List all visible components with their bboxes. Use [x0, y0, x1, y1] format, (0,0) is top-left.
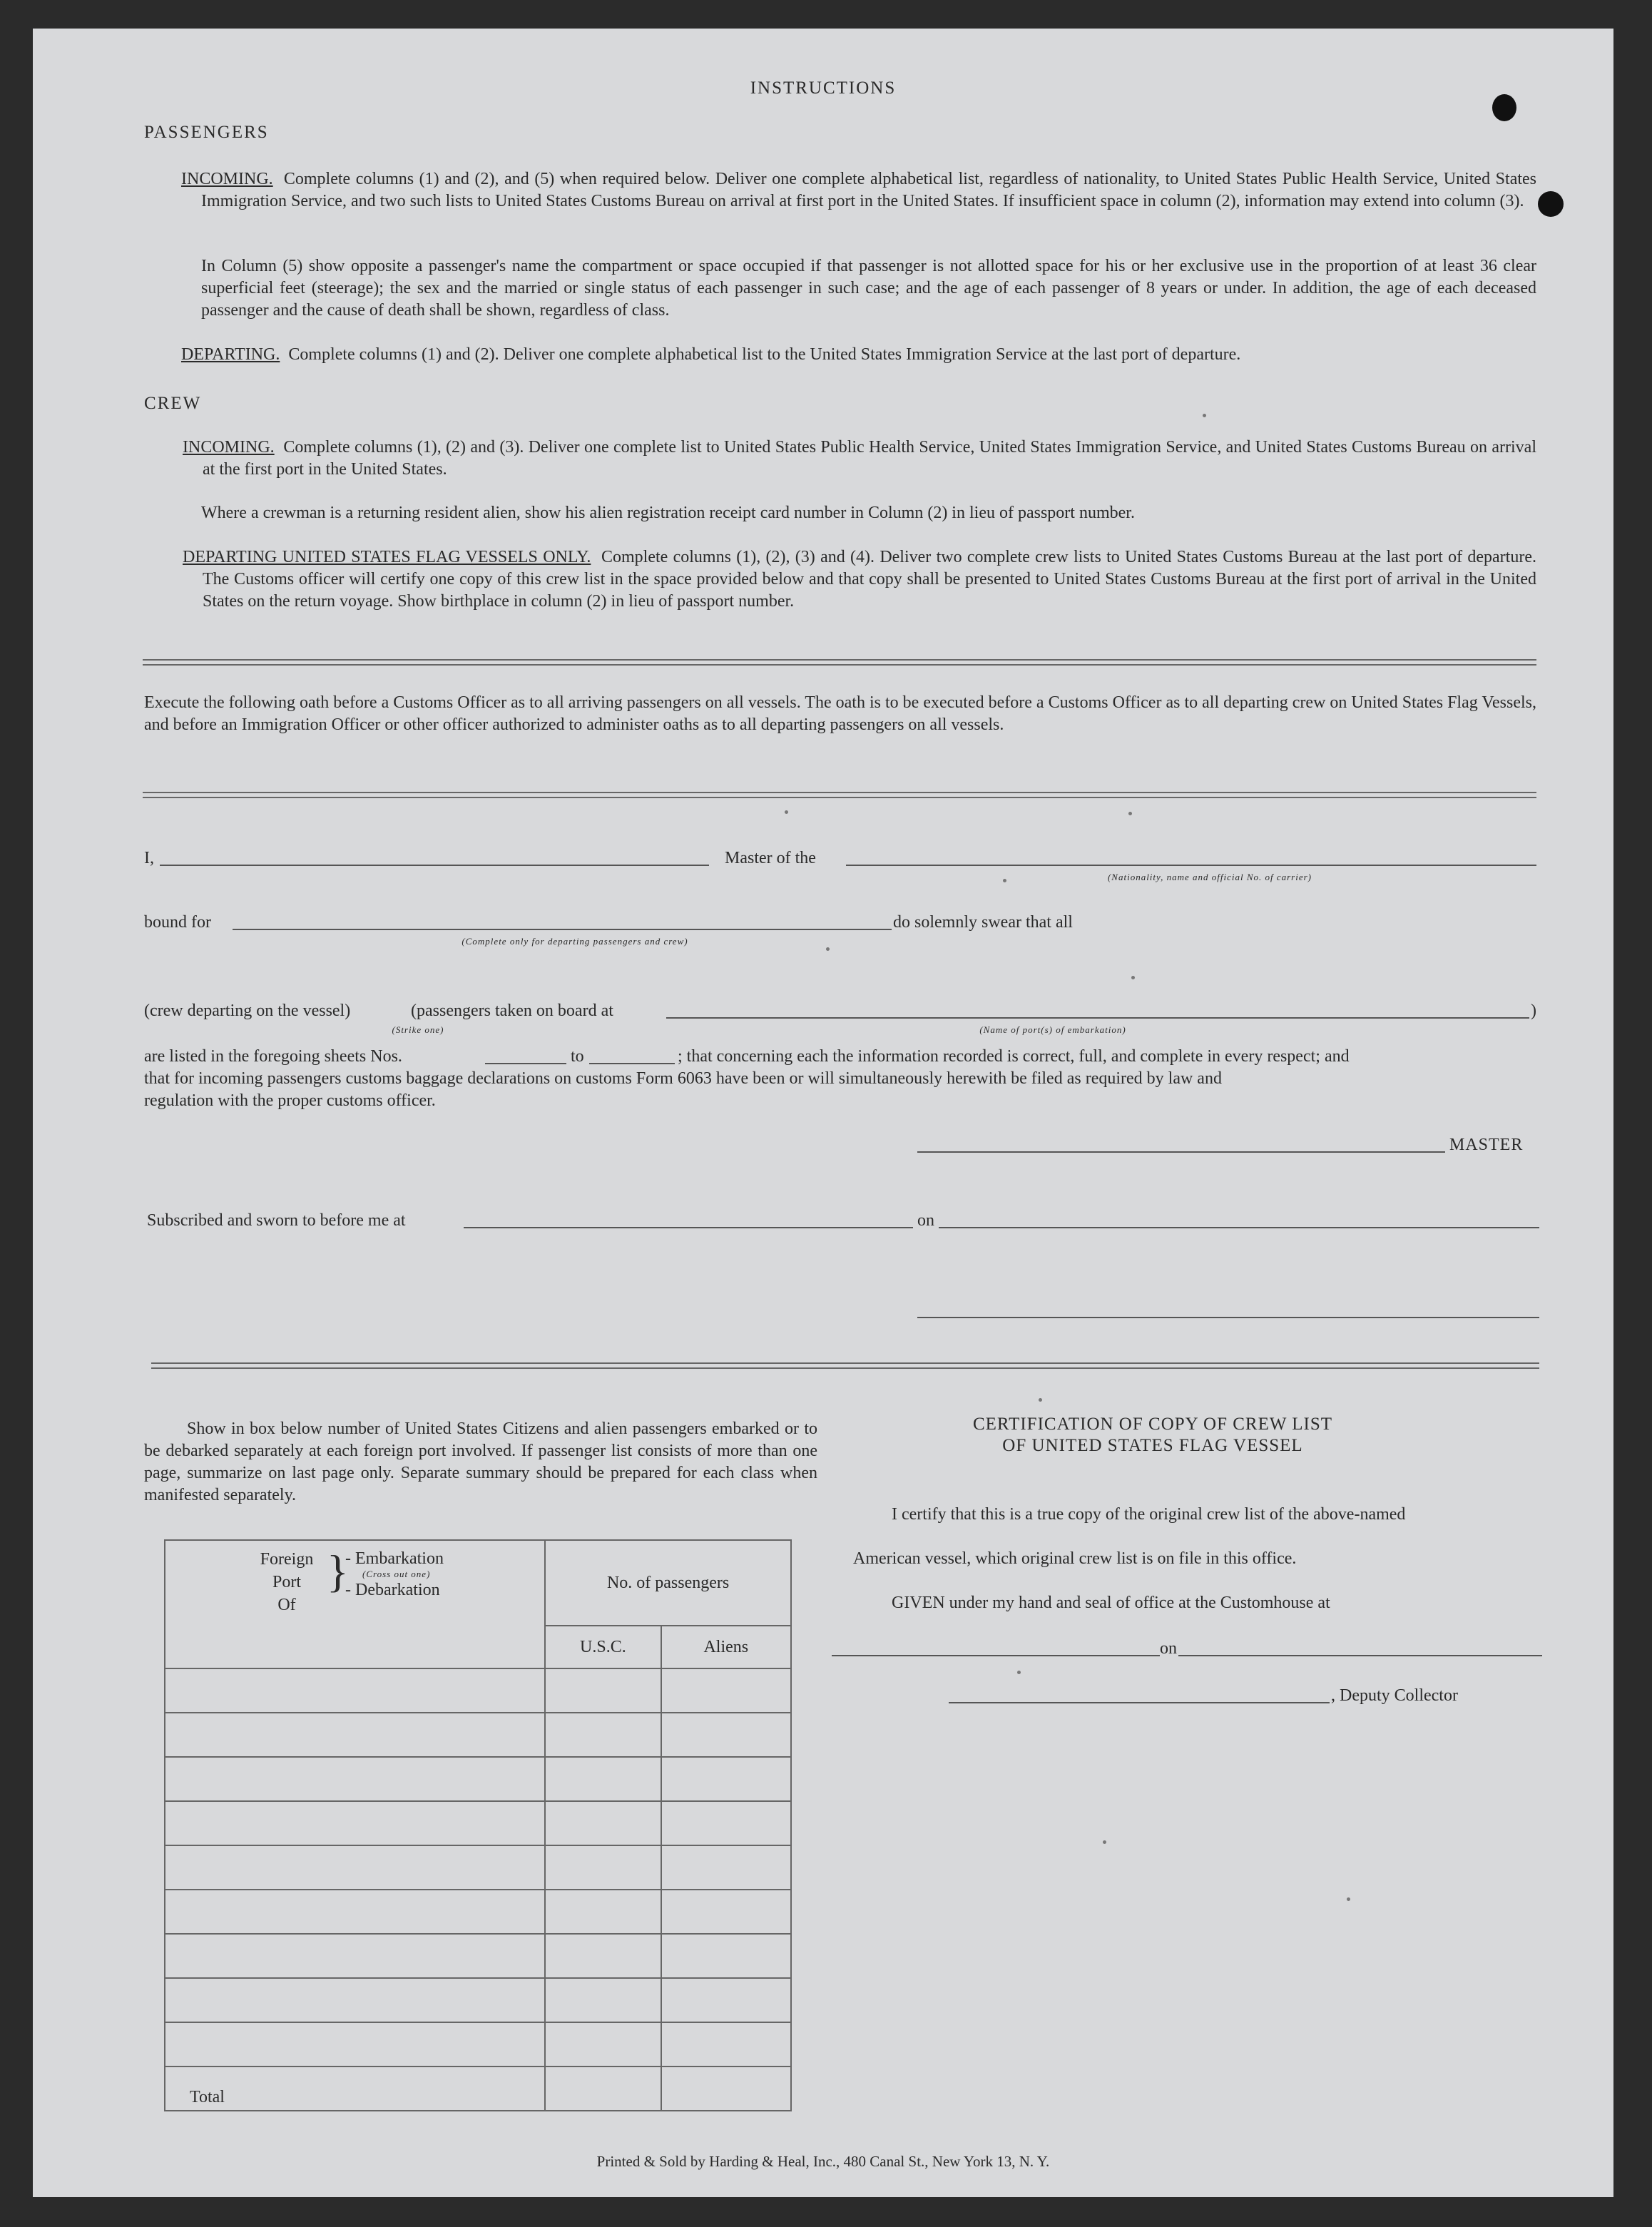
passenger-summary-table	[164, 1539, 792, 2111]
table-row	[165, 2022, 791, 2067]
strike-hint: (Strike one)	[392, 1024, 444, 1035]
table-row	[165, 1845, 791, 1890]
sworn-date-field[interactable]	[939, 1227, 1539, 1228]
crew-incoming-paragraph	[183, 437, 1536, 481]
foreign-label: Foreign	[260, 1550, 314, 1569]
printer-footer: Printed & Sold by Harding & Heal, Inc., 480 Canal St., New York 13, N. Y.	[596, 2153, 1050, 2170]
speck-mark	[1003, 879, 1006, 882]
usc-cell[interactable]	[545, 2022, 661, 2067]
binder-hole-mark	[1492, 94, 1516, 121]
aliens-cell[interactable]	[661, 1978, 791, 2022]
passengers-departing-text: Complete columns (1) and (2). Deliver one complete alphabetical list to the United States Immigration Service at the last port of departure.	[288, 345, 1241, 364]
to-label: to	[571, 1047, 584, 1066]
port-cell[interactable]	[165, 1757, 545, 1801]
port-cell[interactable]	[165, 2022, 545, 2067]
aliens-cell[interactable]	[661, 2022, 791, 2067]
speck-mark	[1347, 1897, 1350, 1901]
table-row	[165, 1978, 791, 2022]
table-row	[165, 1757, 791, 1801]
embarkation-option[interactable]: - Embarkation	[345, 1549, 444, 1568]
port-cell[interactable]	[165, 1890, 545, 1934]
total-row	[165, 2067, 791, 2111]
table-row	[165, 1801, 791, 1845]
foreign-port-header	[165, 1540, 545, 1668]
port-cell[interactable]	[165, 1801, 545, 1845]
aliens-cell[interactable]	[661, 1934, 791, 1978]
listed-rest-2: that for incoming passengers customs baggage declarations on customs Form 6063 have been or will simultaneously herewith be filed as required by law and	[144, 1069, 1222, 1088]
certification-title	[860, 1414, 1445, 1457]
close-paren: )	[1531, 1002, 1536, 1020]
swear-text: do solemnly swear that all	[893, 913, 1073, 932]
form-page	[33, 29, 1613, 2197]
speck-mark	[826, 947, 830, 951]
crew-heading: CREW	[144, 394, 202, 413]
crew-departing-paragraph	[183, 546, 1536, 613]
aliens-header: Aliens	[661, 1626, 791, 1668]
sworn-place-field[interactable]	[464, 1227, 913, 1228]
brace-icon: }	[327, 1546, 349, 1596]
certification-on-label: on	[1160, 1639, 1177, 1658]
page-title: INSTRUCTIONS	[750, 78, 897, 98]
master-label: MASTER	[1449, 1136, 1524, 1154]
sworn-on-label: on	[917, 1211, 934, 1230]
bound-hint: (Complete only for departing passengers and crew)	[462, 936, 688, 947]
column5-paragraph: In Column (5) show opposite a passenger's name the compartment or space occupied if that passenger is not allotted space for his or her exclusive use in the proportion of at least 36 clear superficial feet (steerage); the sex and the married or single status of each passenger in such case; and the age of each passenger of 8 years or under. In addition, the age of each deceased passenger and the cause of death shall be shown, regardless of class.	[201, 257, 1536, 320]
certification-date-field[interactable]	[1178, 1655, 1542, 1656]
certify-text: I certify that this is a true copy of the original crew list of the above-named	[892, 1505, 1406, 1524]
usc-cell[interactable]	[545, 1801, 661, 1845]
certification-title-line1: CERTIFICATION OF COPY OF CREW LIST	[972, 1415, 1333, 1434]
deputy-signature-field[interactable]	[949, 1702, 1330, 1703]
port-cell[interactable]	[165, 1978, 545, 2022]
usc-cell[interactable]	[545, 1890, 661, 1934]
usc-cell[interactable]	[545, 1934, 661, 1978]
listed-rest-1: ; that concerning each the information recorded is correct, full, and complete in every respect; and	[678, 1047, 1350, 1066]
sheet-from-field[interactable]	[485, 1063, 566, 1064]
embarkation-port-field[interactable]	[666, 1017, 1529, 1019]
oath-i-label: I,	[144, 849, 154, 867]
port-cell[interactable]	[165, 1845, 545, 1890]
oath-intro: Execute the following oath before a Customs Officer as to all arriving passengers on all vessels. The oath is to be executed before a Customs Officer as to all departing crew on United States Flag Vessels, and before an Immigration Officer or other officer authorized to administer oaths as to all departing passengers on all vessels.	[144, 693, 1536, 734]
speck-mark	[1017, 1671, 1021, 1674]
carrier-field[interactable]	[846, 865, 1536, 866]
speck-mark	[1131, 976, 1135, 979]
subscribed-label: Subscribed and sworn to before me at	[147, 1211, 406, 1230]
vessel-text: American vessel, which original crew list is on file in this office.	[853, 1549, 1297, 1568]
listed-rest-3: regulation with the proper customs officer.	[144, 1091, 436, 1110]
deputy-collector-label: , Deputy Collector	[1331, 1686, 1458, 1705]
aliens-cell[interactable]	[661, 1757, 791, 1801]
cross-out-hint: (Cross out one)	[362, 1569, 431, 1579]
bound-for-field[interactable]	[233, 929, 892, 930]
no-of-passengers-header: No. of passengers	[545, 1540, 791, 1626]
master-name-field[interactable]	[160, 865, 709, 866]
speck-mark	[1103, 1840, 1106, 1844]
crew-departing-text: Complete columns (1), (2), (3) and (4). Deliver two complete crew lists to United States Customs Bureau at the last port of departure. The Customs officer will certify one copy of this crew list in the space provided below and that copy shall be presented to United States Customs Bureau at the first port of arrival in the United States on the return voyage. Show birthplace in column (2) in lieu of passport number.	[203, 548, 1536, 611]
carrier-hint: (Nationality, name and official No. of carrier)	[1107, 872, 1312, 882]
port-cell[interactable]	[165, 1713, 545, 1757]
speck-mark	[1203, 414, 1206, 417]
crew-incoming-label: INCOMING.	[183, 438, 275, 457]
listed-label: are listed in the foregoing sheets Nos.	[144, 1047, 402, 1066]
passengers-incoming-label: INCOMING.	[181, 170, 273, 188]
passengers-departing-paragraph	[181, 344, 1536, 366]
given-text: GIVEN under my hand and seal of office at the Customhouse at	[892, 1594, 1330, 1612]
usc-total-cell[interactable]	[545, 2067, 661, 2111]
binder-hole-mark	[1538, 191, 1564, 217]
resident-alien-paragraph: Where a crewman is a returning resident alien, show his alien registration receipt card number in Column (2) in lieu of passport number.	[201, 504, 1135, 522]
passengers-heading: PASSENGERS	[144, 123, 269, 142]
certification-title-line2: OF UNITED STATES FLAG VESSEL	[1002, 1436, 1303, 1455]
table-row	[165, 1713, 791, 1757]
usc-cell[interactable]	[545, 1713, 661, 1757]
passengers-departing-label: DEPARTING.	[181, 345, 280, 364]
embarkation-hint: (Name of port(s) of embarkation)	[979, 1024, 1126, 1035]
passengers-incoming-paragraph	[181, 168, 1536, 213]
usc-cell[interactable]	[545, 1845, 661, 1890]
bound-for-label: bound for	[144, 913, 211, 932]
port-cell[interactable]	[165, 1934, 545, 1978]
aliens-cell[interactable]	[661, 1668, 791, 1713]
summary-instructions: Show in box below number of United States Citizens and alien passengers embarked or to be debarked separately at each foreign port involved. If passenger list consists of more than one page, summarize on last page only. Separate summary should be prepared for each class when manifested separately.	[144, 1420, 817, 1504]
passengers-incoming-text: Complete columns (1) and (2), and (5) when required below. Deliver one complete alphabetical list, regardless of nationality, to United States Public Health Service, United States Immigration Service, and two such lists to United States Customs Bureau on arrival at first port in the United States. If insufficient space in column (2), information may extend into column (3).	[201, 170, 1537, 210]
divider-2	[143, 792, 1536, 798]
usc-cell[interactable]	[545, 1668, 661, 1713]
debarkation-option[interactable]: - Debarkation	[345, 1581, 440, 1599]
crew-departing-label: DEPARTING UNITED STATES FLAG VESSELS ONLY.	[183, 548, 591, 566]
table-row	[165, 1668, 791, 1713]
sheet-to-field[interactable]	[589, 1063, 675, 1064]
total-label: Total	[165, 2067, 545, 2111]
aliens-cell[interactable]	[661, 1713, 791, 1757]
aliens-cell[interactable]	[661, 1890, 791, 1934]
divider-1	[143, 659, 1536, 666]
port-cell[interactable]	[165, 1668, 545, 1713]
aliens-total-cell[interactable]	[661, 2067, 791, 2111]
speck-mark	[1128, 812, 1132, 815]
usc-cell[interactable]	[545, 1978, 661, 2022]
master-of-label: Master of the	[725, 849, 816, 867]
port-label: Port	[272, 1573, 301, 1591]
master-signature-field[interactable]	[917, 1151, 1445, 1153]
crew-departing-option[interactable]: (crew departing on the vessel)	[144, 1002, 351, 1020]
of-label: Of	[277, 1596, 296, 1614]
divider-3	[151, 1362, 1539, 1369]
speck-mark	[1039, 1398, 1042, 1402]
crew-incoming-text: Complete columns (1), (2) and (3). Deliver one complete list to United States Public Health Service, United States Immigration Service, and United States Customs Bureau on arrival at the first port in the United States.	[203, 438, 1537, 479]
speck-mark	[785, 810, 788, 814]
table-row	[165, 1934, 791, 1978]
usc-cell[interactable]	[545, 1757, 661, 1801]
aliens-cell[interactable]	[661, 1801, 791, 1845]
passengers-taken-option[interactable]: (passengers taken on board at	[411, 1002, 613, 1020]
aliens-cell[interactable]	[661, 1845, 791, 1890]
usc-header: U.S.C.	[545, 1626, 661, 1668]
officer-signature-field[interactable]	[917, 1317, 1539, 1318]
customhouse-field[interactable]	[832, 1655, 1160, 1656]
table-row	[165, 1890, 791, 1934]
